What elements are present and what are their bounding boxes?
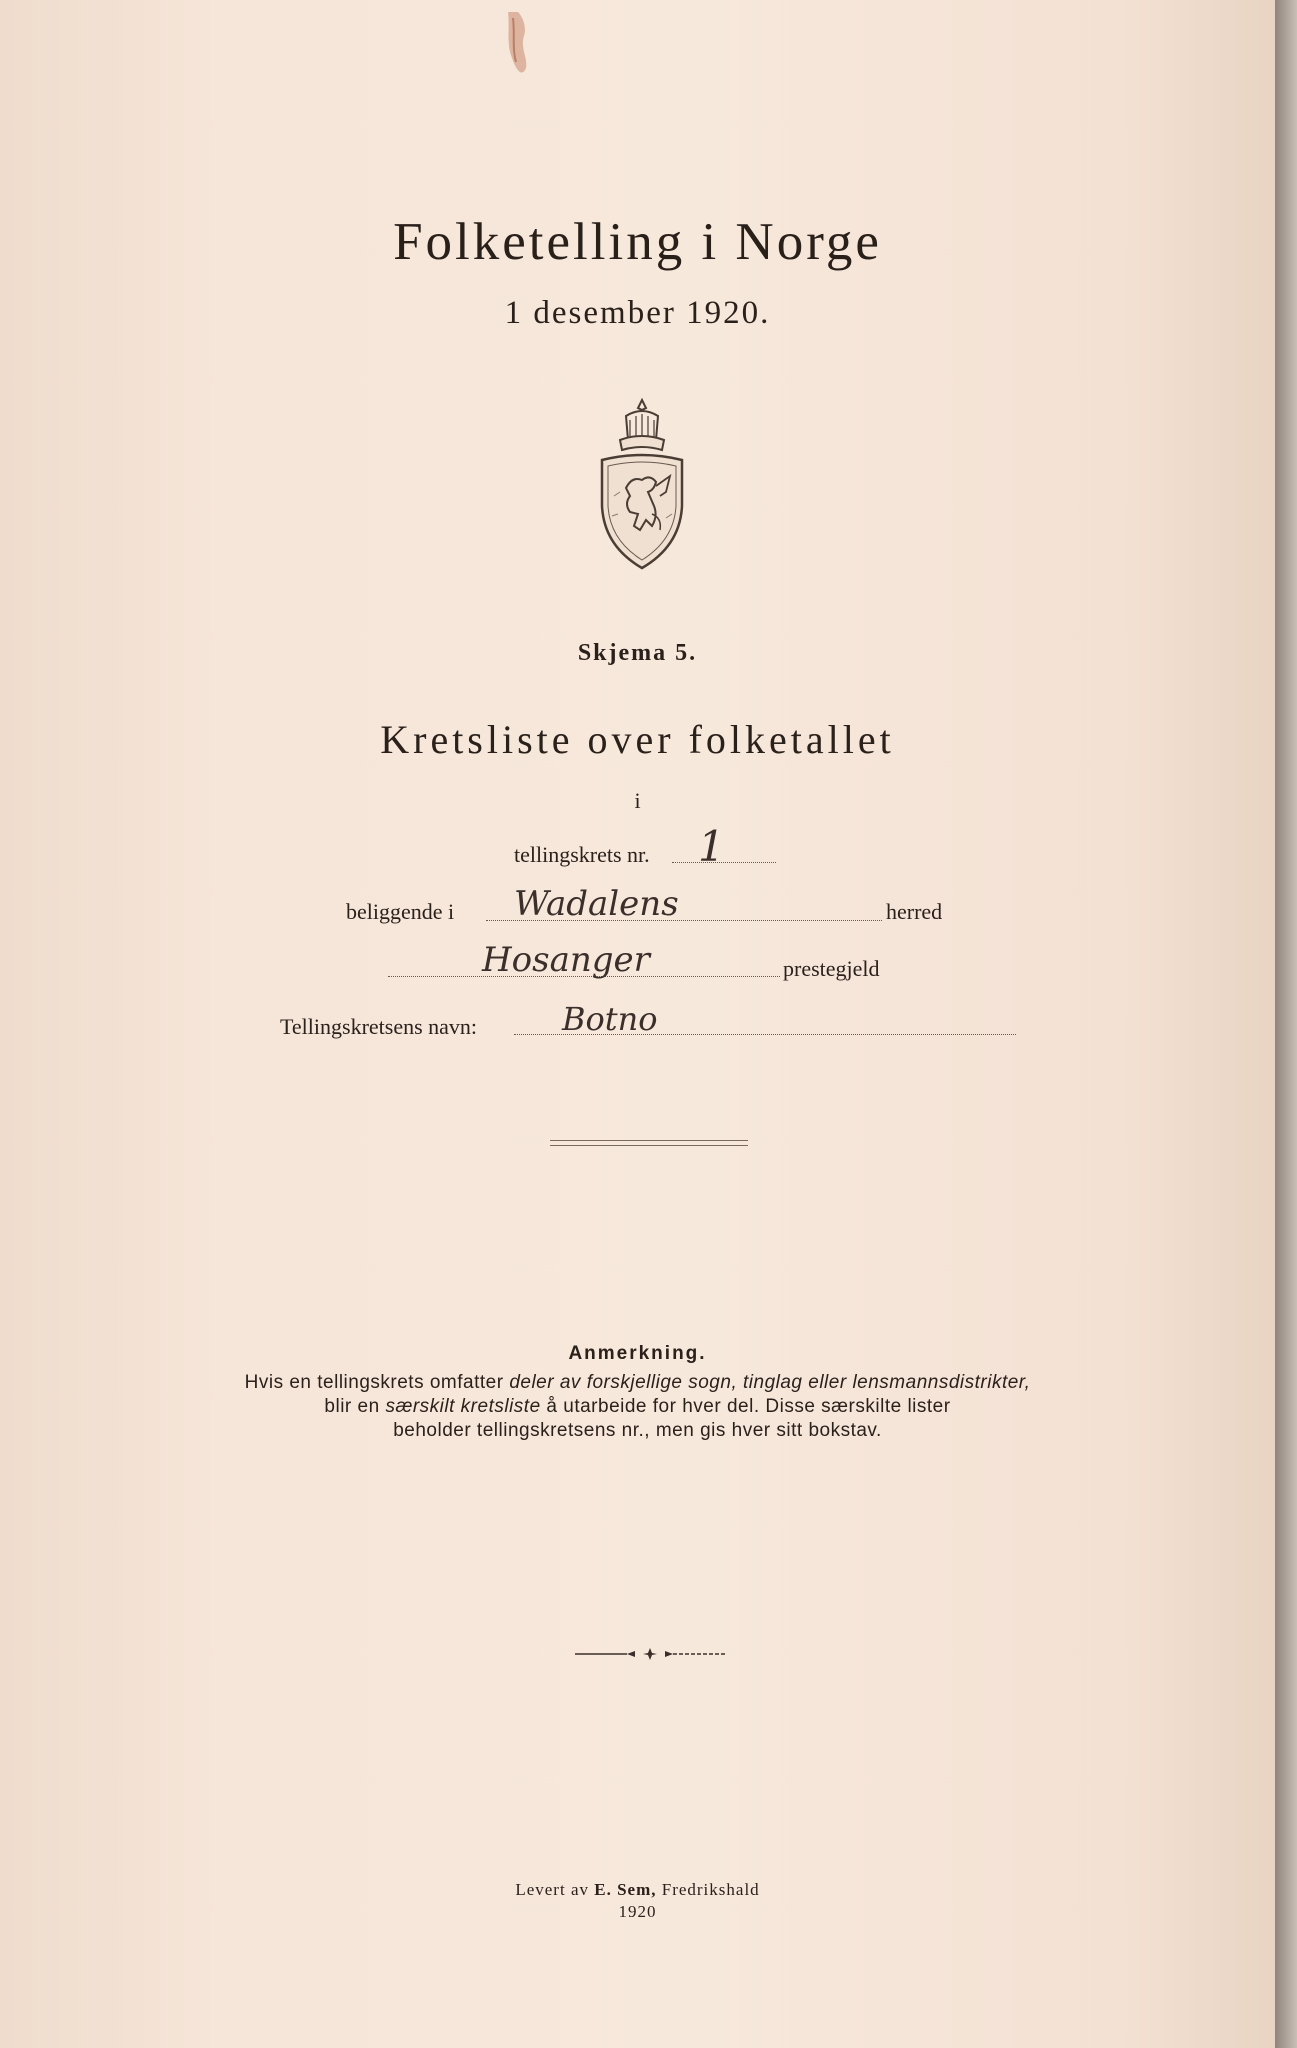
norwegian-coat-of-arms-icon: [596, 396, 688, 572]
prestegjeld-label: prestegjeld: [783, 956, 880, 981]
note-line-1: [0, 1372, 1275, 1394]
navn-label: Tellingskretsens navn:: [280, 1014, 478, 1039]
preposition-i: i: [634, 788, 641, 813]
note-line-2-emphasis: særskilt kretsliste: [385, 1396, 541, 1417]
printer-place: Fredrikshald: [656, 1880, 760, 1899]
census-date: 1 desember 1920.: [504, 295, 771, 331]
beliggende-label: beliggende i: [346, 899, 455, 924]
note-line-2: [0, 1396, 1275, 1418]
ornament-divider-icon: [575, 1646, 725, 1662]
form-number: Skjema 5.: [577, 640, 698, 666]
page-edge-shadow: [1275, 0, 1297, 2048]
note-line-2-text-a: blir en: [324, 1396, 386, 1417]
tellingskrets-value: 1: [698, 822, 725, 871]
note-line-1-text: Hvis en tellingskrets omfatter: [244, 1372, 510, 1393]
note-title: Anmerkning.: [568, 1343, 707, 1364]
note-line-2-text-c: å utarbeide for hver del. Disse særskilte lister: [540, 1396, 951, 1417]
printer-credit: [0, 1880, 1275, 1900]
paper-stain-mark: [500, 8, 534, 88]
tellingskrets-label: tellingskrets nr.: [514, 842, 650, 867]
printer-year: 1920: [618, 1902, 657, 1921]
herred-label: herred: [886, 899, 943, 924]
prestegjeld-value: Hosanger: [482, 940, 650, 980]
printer-credit-prefix: Levert av: [515, 1880, 595, 1899]
beliggende-value: Wadalens: [514, 884, 679, 924]
note-line-3: beholder tellingskretsens nr., men gis hver sitt bokstav.: [393, 1420, 882, 1441]
document-title: Folketelling i Norge: [393, 213, 882, 271]
navn-value: Botno: [562, 1000, 658, 1038]
note-line-1-emphasis: deler av forskjellige sogn, tinglag eller lensmannsdistrikter,: [509, 1372, 1031, 1393]
printer-name: E. Sem,: [594, 1880, 657, 1899]
section-divider-rule: [550, 1140, 748, 1146]
form-heading: Kretsliste over folketallet: [380, 717, 895, 762]
